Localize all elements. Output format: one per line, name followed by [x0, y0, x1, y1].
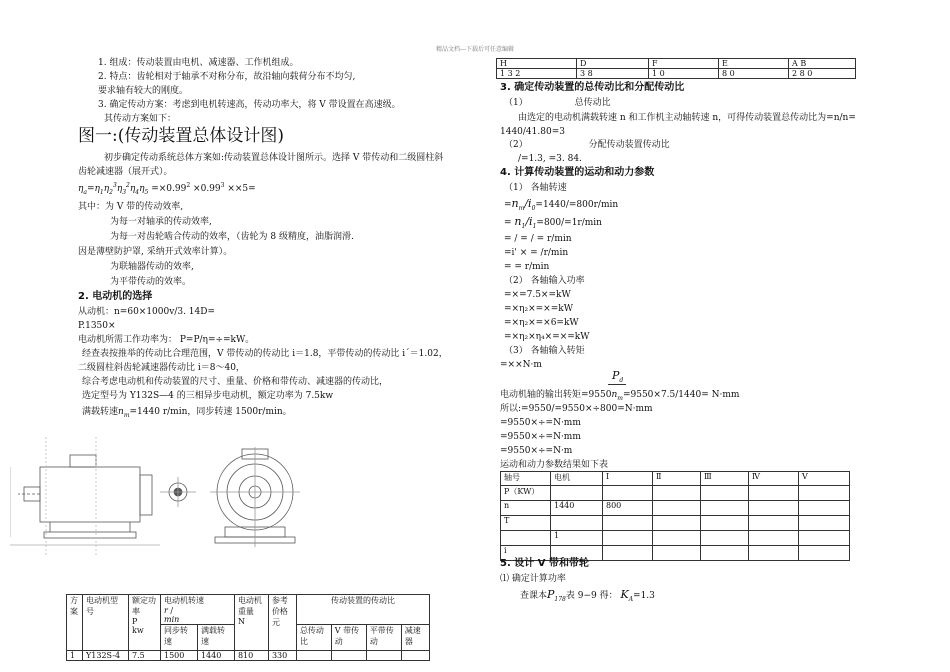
torque-nm: $n_m$: [611, 390, 623, 402]
th-scheme: 方案: [67, 595, 83, 651]
ka-sub: A: [628, 596, 634, 604]
table-cell: [749, 546, 799, 561]
table-cell: [749, 516, 799, 531]
th-vbelt: V 带传动: [331, 625, 366, 651]
table-cell: [799, 531, 850, 546]
eta-formula: $\eta_a=\eta_1\eta_2^3\eta_3^2\eta_4\eta_5$: [78, 182, 149, 196]
torque-a: 电动机轴的输出转矩=9550: [500, 390, 612, 400]
n4-eq: =i' × = /r/min: [504, 248, 569, 258]
table-cell: [799, 501, 850, 516]
table-cell: 1: [67, 651, 83, 661]
th-weight-label: 电动机重量: [237, 596, 262, 616]
table-cell: [331, 651, 366, 661]
table-row: [501, 531, 850, 546]
motor-line-1: 从动机：n=60×1000v/3. 14D=: [78, 307, 216, 317]
s3-2-label: 分配传动装置传动比: [588, 140, 670, 150]
s3-2-num: （2）: [504, 140, 528, 150]
s3-1: [504, 97, 611, 109]
table-cell: T: [501, 516, 551, 531]
ka-symbol: [620, 588, 634, 604]
s4-2: （2） 各轴输入功率: [504, 276, 585, 286]
th-power-label: 额定功率: [132, 596, 156, 616]
motor-line-2: P.1350×: [78, 321, 116, 331]
section-4-title: 4. 计算传动装置的运动和动力参数: [500, 167, 655, 178]
motor-drawing: [10, 437, 340, 577]
table-cell: [551, 516, 603, 531]
table-cell: [401, 651, 429, 661]
th-flat: 平带传动: [366, 625, 401, 651]
motor-line-7: 选定型号为 Y132S—4 的三相异步电动机，额定功率为 7.5kw: [82, 391, 334, 401]
motor-line-4: 经查表按推举的传动比合理范围，V 带传动的传动比 i＝1.8，平带传动的传动比 iˊ＝1.02，: [82, 349, 448, 359]
table-cell: [701, 531, 749, 546]
t-line-4: =9550×÷=N·m: [500, 446, 573, 456]
terminal-box: [70, 455, 96, 467]
motor-speed-line: [82, 406, 292, 422]
dim-header: E: [719, 59, 789, 69]
t-line-2: =9550×÷=N·mm: [500, 418, 581, 428]
s3-1-label: 总传动比: [574, 98, 611, 108]
section-5-title: 5. 设计 V 带和带轮: [500, 558, 589, 569]
table-cell: [749, 501, 799, 516]
th-reducer: 减速器: [401, 625, 429, 651]
param-header: 电机: [551, 472, 603, 486]
document-watermark: 精品文档---下载后可任意编辑: [435, 46, 515, 53]
n2-eq: [504, 216, 602, 233]
table-cell: P（KW）: [501, 486, 551, 501]
summary-caption: 运动和动力参数结果如下表: [500, 460, 609, 470]
p-line-2: =×η₂×=×=kW: [504, 304, 573, 314]
th-sync: 同步转速: [161, 625, 198, 651]
dim-value: 8 0: [719, 69, 789, 79]
table-cell: [603, 531, 653, 546]
eta-rhs-3: ××5=: [227, 184, 256, 194]
th-speed: [161, 595, 235, 625]
th-ratio: 传动装置的传动比: [296, 595, 429, 625]
s3-1-text: 由选定的电动机满载转速 n 和工作机主动轴转速 n，可得传动装置总传动比为=n/n=: [518, 113, 856, 123]
table-cell: Y132S-4: [83, 651, 129, 661]
table-cell: [603, 546, 653, 561]
table-cell: 1440: [551, 501, 603, 516]
param-header: Ⅳ: [749, 472, 799, 486]
p178-sub: 178: [554, 596, 566, 604]
s3-2: [504, 139, 670, 151]
table-cell: 7.5: [129, 651, 161, 661]
s3-1-value: 1440/41.80=3: [500, 127, 565, 137]
table-cell: [603, 516, 653, 531]
motor-body-side: [40, 467, 140, 522]
table-cell: [749, 531, 799, 546]
table-cell: [603, 486, 653, 501]
parameter-table: [500, 471, 850, 561]
th-full: 满载转速: [197, 625, 234, 651]
th-speed-r: r: [164, 606, 168, 615]
p-line-1: =×=7.5×=kW: [504, 290, 571, 300]
table-cell: i: [501, 546, 551, 561]
p178-symbol: [547, 588, 566, 604]
item-features-cont: 要求轴有较大的刚度。: [98, 86, 189, 96]
table-cell: [749, 486, 799, 501]
intro-line-2: 齿轮减速器（展开式）。: [78, 167, 173, 177]
s5-2-b: 表 9−9 得：: [565, 591, 618, 601]
section-3-title: 3. 确定传动装置的总传动比和分配传动比: [500, 82, 685, 93]
table-cell: n: [501, 501, 551, 516]
param-header: Ⅱ: [653, 472, 701, 486]
intro-line-1: 初步确定传动系统总体方案如:传动装置总体设计图所示。选择 V 带传动和二级圆柱斜: [104, 153, 444, 163]
th-price-label: 参考价格: [271, 596, 288, 616]
n2-eq-b: =800/=1r/min: [536, 218, 602, 228]
dim-header: D: [577, 59, 649, 69]
table-cell: [653, 516, 701, 531]
eff-line-2: 为每一对轴承的传动效率,: [110, 217, 212, 227]
th-price-unit: 元: [271, 618, 280, 627]
table-cell: [653, 531, 701, 546]
eff-line-5: 为联轴器传动的效率,: [110, 262, 194, 272]
th-total: 总传动比: [296, 625, 331, 651]
dim-header: A B: [789, 59, 856, 69]
th-power: [129, 595, 161, 651]
table-cell: [701, 501, 749, 516]
th-power-unit: kw: [132, 626, 144, 635]
eff-line-6: 为平带传动的效率。: [110, 277, 192, 287]
s5-1: ⑴ 确定计算功率: [500, 574, 566, 584]
n1-eq-b: =1440/=800r/min: [535, 200, 619, 210]
n1-i1-symbol: $n_1/i_1$: [514, 215, 537, 231]
th-model: 电动机型号: [83, 595, 129, 651]
param-header: Ⅴ: [799, 472, 850, 486]
param-header: Ⅲ: [701, 472, 749, 486]
dim-header: H: [497, 59, 577, 69]
item-features: 2. 特点：齿轮相对于轴承不对称分布，故沿轴向载荷分布不均匀,: [98, 72, 356, 82]
eff-line-4: 因是薄壁防护罩, 采纳开式效率计算）。: [78, 247, 233, 257]
table-cell: [653, 486, 701, 501]
table-cell: [799, 516, 850, 531]
table-cell: [501, 531, 551, 546]
table-cell: [799, 486, 850, 501]
table-cell: 800: [603, 501, 653, 516]
n5-eq: = = r/min: [504, 262, 550, 272]
nm-i0-symbol: $n_m/i_0$: [511, 197, 536, 213]
table-cell: 330: [268, 651, 296, 661]
s5-2-a: 查课本: [520, 591, 548, 601]
dim-value: 3 8: [577, 69, 649, 79]
s3-1-num: （1）: [504, 98, 528, 108]
table-cell: [701, 546, 749, 561]
th-power-p: P: [132, 617, 138, 626]
table-cell: [366, 651, 401, 661]
motor-line-5: 二级圆柱斜齿轮减速器传动比 i＝8～40，: [78, 363, 245, 373]
th-speed-slash: /: [170, 606, 174, 615]
item-composition: 1. 组成：传动装置由电机、减速器、工作机组成。: [98, 58, 299, 68]
eff-line-1: 其中：为 V 带的传动效率,: [78, 202, 184, 212]
th-speed-label: 电动机转速: [164, 596, 204, 605]
th-weight: [234, 595, 268, 651]
pd-label: P: [612, 369, 620, 382]
dim-value: 1 3 2: [497, 69, 577, 79]
th-price: [268, 595, 296, 651]
table-cell: 1440: [197, 651, 234, 661]
speed-label: 满载转速: [82, 407, 119, 417]
s4-1: （1） 各轴转速: [504, 183, 567, 193]
s4-3: （3） 各轴输入转矩: [504, 346, 585, 356]
p-line-4: =×η₂×η₄×=×=kW: [504, 332, 590, 342]
item-scheme-below: 其传动方案如下：: [104, 114, 177, 124]
table-row: [501, 501, 850, 516]
dim-value: 2 8 0: [789, 69, 856, 79]
param-header: Ⅰ: [603, 472, 653, 486]
dim-header: F: [649, 59, 719, 69]
table-cell: [653, 546, 701, 561]
param-header: 轴号: [501, 472, 551, 486]
eta-rhs-2: ×0.99: [193, 184, 221, 194]
p-line-3: =×η₂×=×6=kW: [504, 318, 579, 328]
table-cell: [799, 546, 850, 561]
table-cell: [701, 486, 749, 501]
motor-line-6: 综合考虑电动机和传动装置的尺寸、重量、价格和带传动、减速器的传动比，: [82, 377, 389, 387]
eta-rhs-1: =×0.99: [151, 184, 187, 194]
figure-title: 图一:(传动装置总体设计图): [78, 126, 284, 146]
table-cell: 1500: [161, 651, 198, 661]
dimension-table: [496, 58, 856, 79]
p178-label: P: [547, 588, 555, 601]
s3-2-value: /=1.3, =3. 84.: [518, 154, 582, 164]
dim-value: 1 0: [649, 69, 719, 79]
th-speed-unit: min: [164, 615, 180, 624]
n1-eq: [504, 198, 618, 215]
n2-eq-a: =: [504, 218, 512, 228]
t-line-3: =9550×÷=N·mm: [500, 432, 581, 442]
efficiency-equation: $\eta_a=\eta_1\eta_2^3\eta_3^2\eta_4\eta_5 =\times 0.99^2 \times 0.99^3 \times\times 5=$: [78, 182, 256, 196]
table-cell: 1: [551, 531, 603, 546]
pd-sub: d: [619, 377, 624, 385]
table-row: [501, 486, 850, 501]
t-line-1: 所以:=9550/=9550×÷800=N·mm: [500, 404, 653, 414]
motor-table: [66, 594, 430, 661]
table-cell: [653, 501, 701, 516]
motor-line-3: 电动机所需工作功率为： P=P/η=÷=kW。: [78, 335, 255, 345]
nm-symbol: $n_m$: [118, 407, 130, 419]
table-cell: 810: [234, 651, 268, 661]
eff-line-3: 为每一对齿轮啮合传动的效率，（齿轮为 8 级精度，油脂润滑.: [110, 232, 354, 242]
table-row: [67, 651, 430, 661]
table-cell: [551, 486, 603, 501]
pd-fraction-bar: [608, 384, 626, 385]
table-cell: [296, 651, 331, 661]
n3-eq: = / = / = r/min: [504, 234, 572, 244]
n1-eq-a: =: [504, 200, 512, 210]
th-weight-n: N: [237, 617, 245, 626]
table-row: [501, 516, 850, 531]
section-2-title: 2. 电动机的选择: [78, 291, 153, 302]
speed-value: =1440 r/min，同步转速 1500r/min。: [129, 407, 292, 417]
s5-2: [520, 589, 655, 606]
t0-eq: =××N·m: [500, 360, 542, 370]
torque-b: =9550×7.5/1440= N·mm: [622, 390, 740, 400]
ka-label: K: [620, 588, 629, 601]
table-cell: [701, 516, 749, 531]
s5-2-c: =1.3: [633, 591, 655, 601]
item-scheme: 3. 确定传动方案：考虑到电机转速高，传动功率大，将 V 带设置在高速级。: [98, 100, 401, 110]
